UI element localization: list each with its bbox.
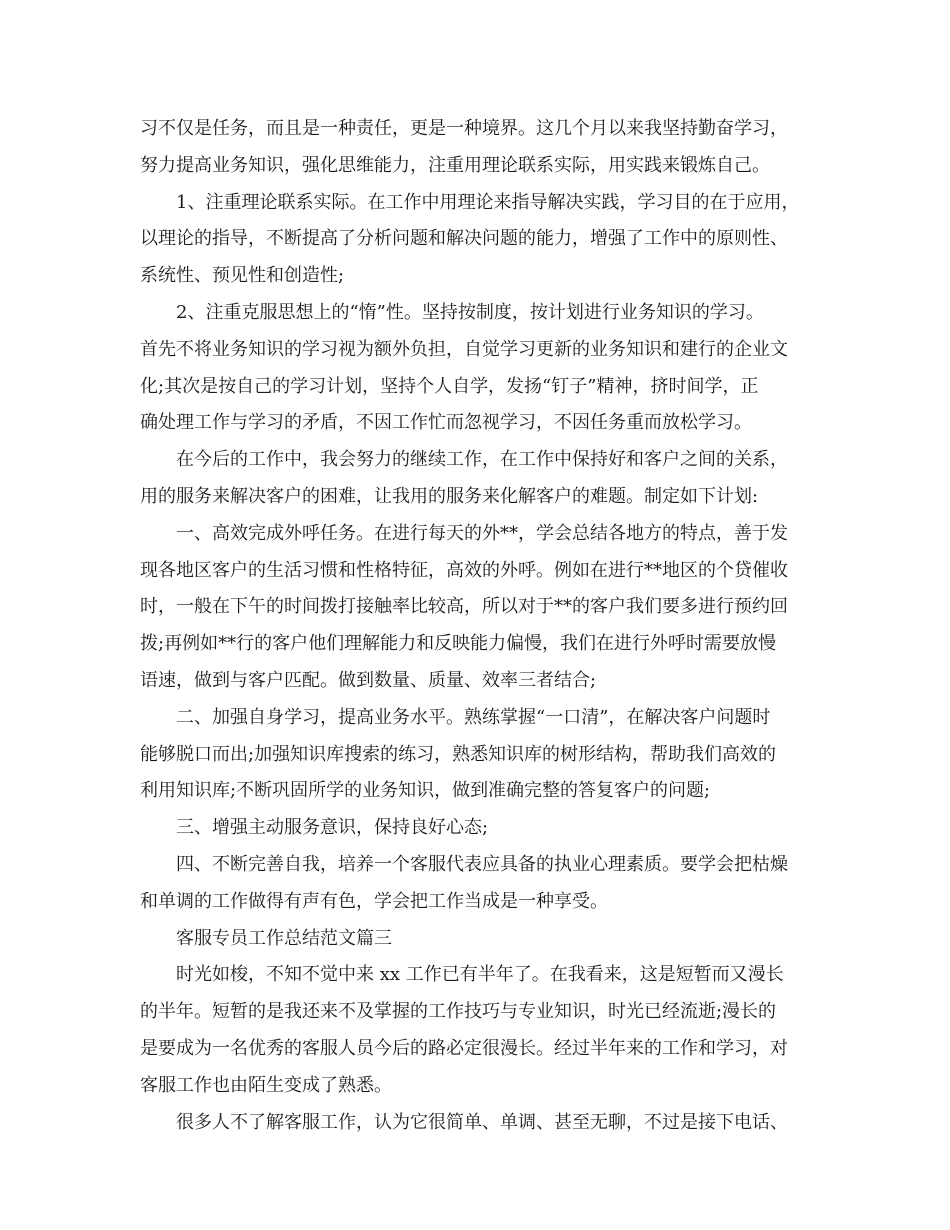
text-line: 习不仅是任务，而且是一种责任，更是一种境界。这几个月以来我坚持勤奋学习， [140,118,788,139]
text-line: 很多人不了解客服工作，认为它很简单、单调、甚至无聊，不过是接下电话、 [176,1111,788,1133]
text-line: 能够脱口而出;加强知识库搜索的练习，熟悉知识库的树形结构，帮助我们高效的 [140,743,777,765]
text-line: 利用知识库;不断巩固所学的业务知识，做到准确完整的答复客户的问题; [140,780,711,802]
text-line: 三、增强主动服务意识，保持良好心态; [176,817,489,839]
text-line: 确处理工作与学习的矛盾，不因工作忙而忽视学习，不因任务重而放松学习。 [140,412,752,434]
text-line: 努力提高业务知识，强化思维能力，注重用理论联系实际，用实践来锻炼自己。 [140,154,770,176]
text-line: 用的服务来解决客户的困难，让我用的服务来化解客户的难题。制定如下计划: [140,485,759,507]
text-line: 一、高效完成外呼任务。在进行每天的外**，学会总结各地方的特点，善于发 [176,522,788,544]
text-line: 1、注重理论联系实际。在工作中用理论来指导解决实践，学习目的在于应用， [176,191,800,213]
text-line: 时光如梭，不知不觉中来 xx 工作已有半年了。在我看来，这是短暂而又漫长 [176,964,784,986]
text-line: 在今后的工作中，我会努力的继续工作，在工作中保持好和客户之间的关系， [176,449,788,471]
text-line: 2、注重克服思想上的“惰”性。坚持按制度，按计划进行业务知识的学习。 [176,301,764,323]
text-line: 语速，做到与客户匹配。做到数量、质量、效率三者结合; [140,669,597,691]
text-line: 的半年。短暂的是我还来不及掌握的工作技巧与专业知识，时光已经流逝;漫长的 [140,1001,777,1023]
text-line: 四、不断完善自我，培养一个客服代表应具备的执业心理素质。要学会把枯燥 [176,853,788,875]
text-line: 和单调的工作做得有声有色，学会把工作当成是一种享受。 [140,890,608,912]
text-line: 现各地区客户的生活习惯和性格特征，高效的外呼。例如在进行**地区的个贷催收 [140,559,788,581]
text-line: 化;其次是按自己的学习计划，坚持个人自学，发扬“钉子”精神，挤时间学，正 [140,375,759,397]
text-line: 是要成为一名优秀的客服人员今后的路必定很漫长。经过半年来的工作和学习，对 [140,1037,788,1059]
text-line: 客服工作也由陌生变成了熟悉。 [140,1074,392,1096]
section-heading: 客服专员工作总结范文篇三 [176,927,392,949]
text-line: 以理论的指导，不断提高了分析问题和解决问题的能力，增强了工作中的原则性、 [140,228,788,250]
text-line: 时，一般在下午的时间拨打接触率比较高，所以对于**的客户我们要多进行预约回 [140,596,788,618]
text-line: 二、加强自身学习，提高业务水平。熟练掌握“一口清”，在解决客户问题时 [176,706,771,728]
text-line: 系统性、预见性和创造性; [140,265,345,287]
document-body [140,111,825,1141]
text-line: 拨;再例如**行的客户他们理解能力和反映能力偏慢，我们在进行外呼时需要放慢 [140,633,777,655]
text-line: 首先不将业务知识的学习视为额外负担，自觉学习更新的业务知识和建行的企业文 [140,338,788,360]
